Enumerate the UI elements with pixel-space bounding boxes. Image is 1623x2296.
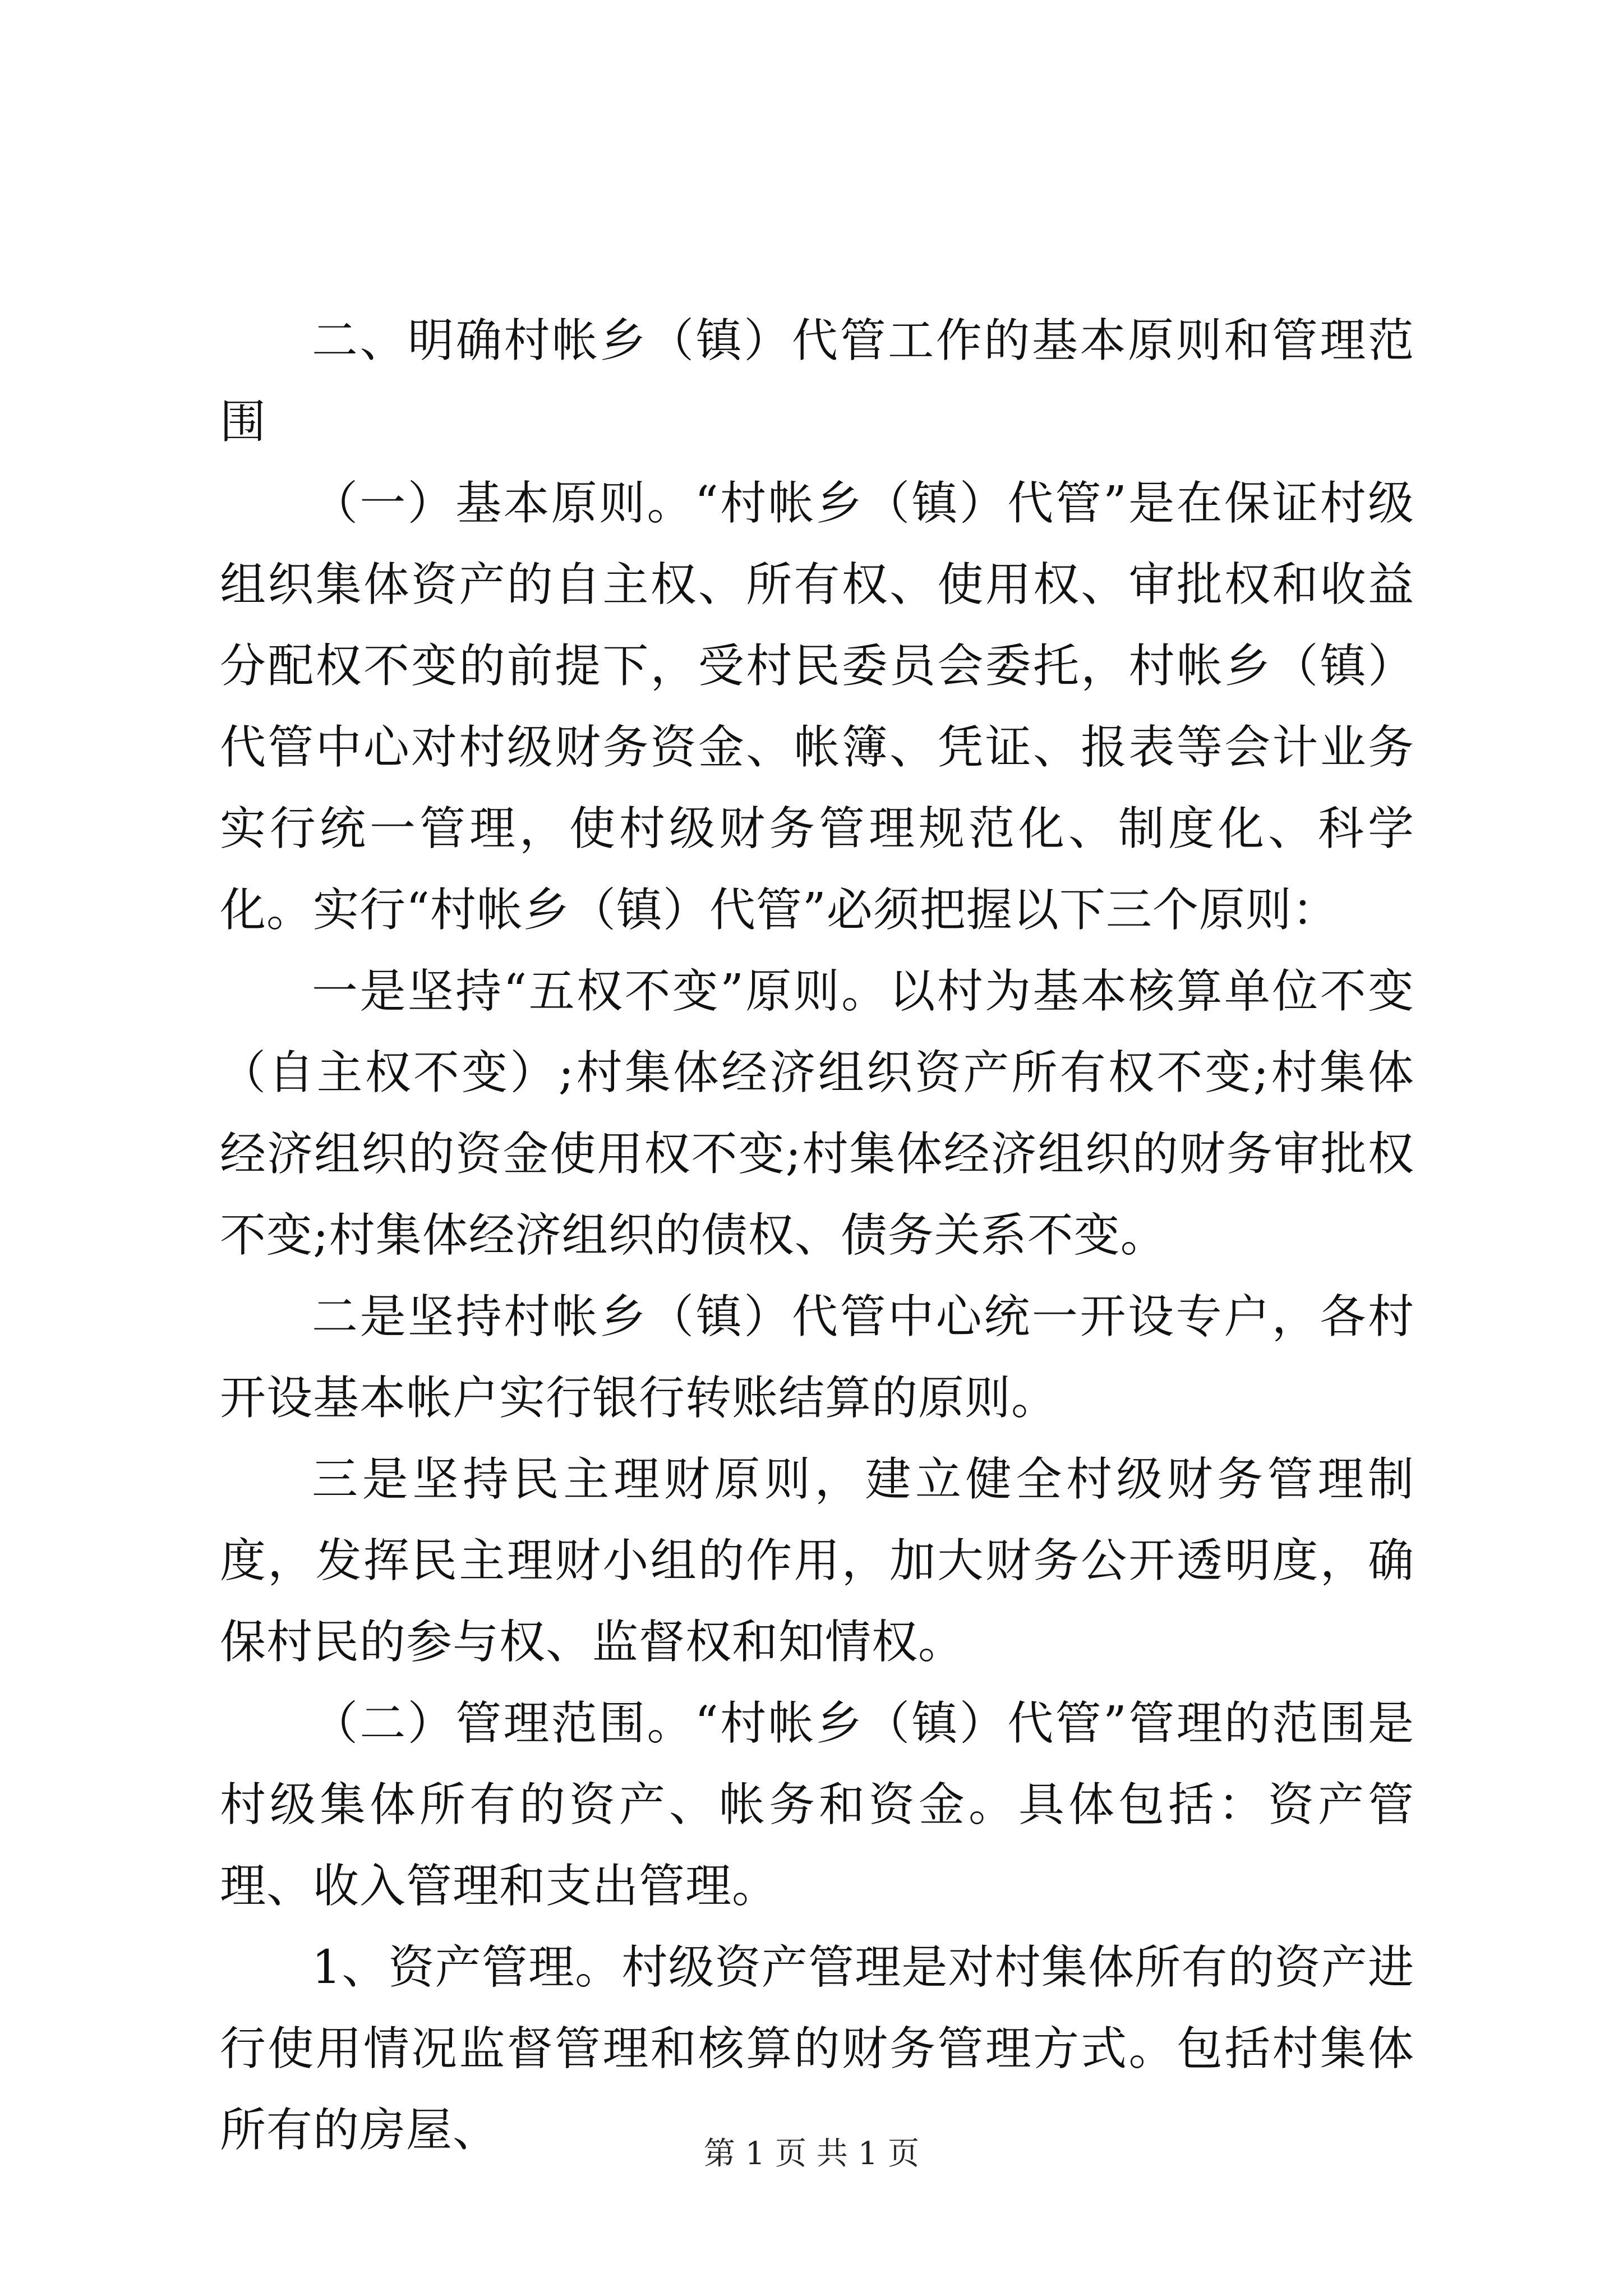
page-footer <box>0 2134 1623 2174</box>
paragraph-principle-one: 一是坚持“五权不变”原则。以村为基本核算单位不变（自主权不变）;村集体经济组织资产所有权不变;村集体经济组织的资金使用权不变;村集体经济组织的财务审批权不变;村集体经济组织的债权、债务关系不变。 <box>220 965 1414 1262</box>
paragraph-principle-three: 三是坚持民主理财原则，建立健全村级财务管理制度，发挥民主理财小组的作用，加大财务公开透明度，确保村民的参与权、监督权和知情权。 <box>220 1453 1414 1669</box>
paragraph-asset-management: 1、资产管理。村级资产管理是对村集体所有的资产进行使用情况监督管理和核算的财务管理方式。包括村集体所有的房屋、 <box>220 1941 1414 2157</box>
page-number-label: 第 1 页 共 1 页 <box>703 2136 920 2172</box>
paragraph-basic-principles: （一）基本原则。“村帐乡（镇）代管”是在保证村级组织集体资产的自主权、所有权、使用权、审批权和收益分配权不变的前提下，受村民委员会委托，村帐乡（镇）代管中心对村级财务资金、帐簿、凭证、报表等会计业务实行统一管理，使村级财务管理规范化、制度化、科学化。实行“村帐乡（镇）代管”必须把握以下三个原则： <box>220 477 1414 937</box>
paragraph-principle-two: 二是坚持村帐乡（镇）代管中心统一开设专户，各村开设基本帐户实行银行转账结算的原则。 <box>220 1290 1414 1425</box>
section-heading: 二、明确村帐乡（镇）代管工作的基本原则和管理范围 <box>220 314 1414 449</box>
paragraph-management-scope: （二）管理范围。“村帐乡（镇）代管”管理的范围是村级集体所有的资产、帐务和资金。具体包括：资产管理、收入管理和支出管理。 <box>220 1697 1414 1913</box>
document-body <box>220 300 1414 2171</box>
